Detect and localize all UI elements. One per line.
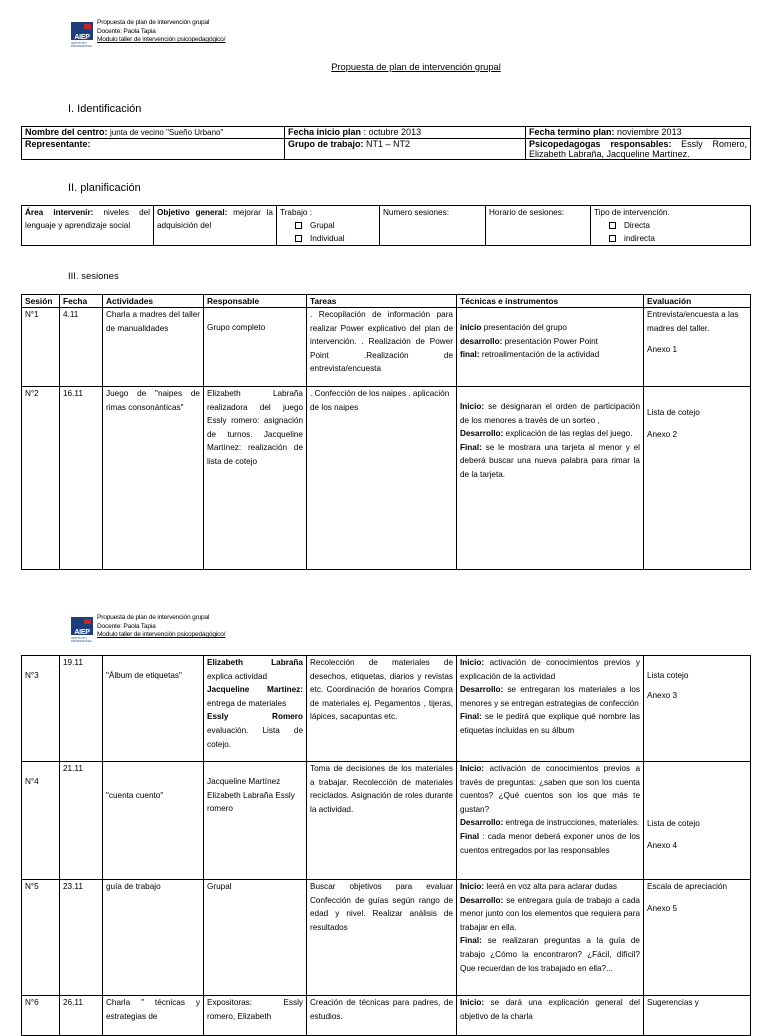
section-planificacion: II. planificación — [68, 182, 141, 194]
col-header-tareas: Tareas — [307, 295, 457, 308]
table-row: N°1 4.11 Charla a madres del taller de manualidades Grupo completo . Recopilación de información para realizar Power explicativo del plan de intervención. . Realización de Power Point .Realización de entrevista/encuesta inicio presentación del grupo desarrollo: presentación Power Point final: retroalimentación de la actividad Entrevista/encuesta a las madres del taller. Anexo 1 — [22, 308, 751, 387]
col-header-sesion: Sesión — [22, 295, 60, 308]
checkbox-directa[interactable]: Directa — [594, 219, 747, 232]
page-header — [97, 614, 225, 640]
evaluacion-cell: Lista de cotejo Anexo 2 — [644, 387, 751, 570]
checkbox-individual[interactable]: Individual — [280, 232, 376, 245]
table-row: N°5 23.11 guía de trabajo Grupal Buscar objetivos para evaluar Confección de guías según rango de edad y nivel. Realizar análisis de resultados Inicio: leerá en voz alta para aclarar dudas Desarrollo: se entregara guía de trabajo a cada menor junto con los elementos que requiera para trabajar en ella. Final: se realizaran preguntas a la guía de trabajo ¿Cómo la encontraron? ¿Fácil, difícil? Que recuerdan de los trabajado en ella?... Escala de apreciación Anexo 5 — [22, 880, 751, 996]
logo-subtext: INSTITUTO PROFESIONAL — [71, 41, 93, 48]
tecnicas-cell: Inicio: activación de conocimientos previos a través de preguntas: ¿saben que son los cuenta cuentos? ¿Qué cuentos son los que más te gustan? Desarrollo: entrega de instrucciones, materiales. Final : cada menor deberá exponer unos de los cuentos entregados por las responsables — [457, 762, 644, 880]
evaluacion-cell: Lista cotejo Anexo 3 — [644, 656, 751, 762]
header-line-2: Docente: Paola Tapia — [97, 622, 156, 630]
header-line-3: Modulo taller de intervención psicopedagógico/ — [97, 631, 226, 638]
tecnicas-cell: Inicio: se dará una explicación general del objetivo de la charla — [457, 996, 644, 1036]
checkbox-icon — [609, 235, 616, 242]
header-line-1: Propuesta de plan de intervención grupal — [97, 19, 210, 26]
evaluacion-cell: Escala de apreciación Anexo 5 — [644, 880, 751, 996]
horario-cell: Horario de sesiones: — [486, 206, 591, 246]
col-header-actividades: Actividades — [103, 295, 204, 308]
evaluacion-cell: Entrevista/encuesta a las madres del taller. Anexo 1 — [644, 308, 751, 387]
col-header-responsable: Responsable — [204, 295, 307, 308]
header-line-2: Docente: Paola Tapia — [97, 27, 156, 35]
representante-cell: Representante: — [22, 139, 285, 160]
area-cell: Área intervenir: niveles del lenguaje y aprendizaje social — [22, 206, 154, 246]
aiep-logo — [71, 617, 93, 643]
col-header-evaluacion: Evaluación — [644, 295, 751, 308]
evaluacion-cell: Sugerencias y — [644, 996, 751, 1036]
grupo-cell: Grupo de trabajo: NT1 – NT2 — [285, 139, 526, 160]
checkbox-grupal[interactable]: Grupal — [280, 219, 376, 232]
tipo-cell: Tipo de intervención. Directa indirecta — [591, 206, 751, 246]
header-line-3: Modulo taller de intervención psicopedagógico/ — [97, 36, 226, 43]
tecnicas-cell: Inicio: activación de conocimientos previos y explicación de la actividad Desarrollo: se entregaran los materiales a los menores y se entregan estrategias de confección Final: se le pedirá que explique qué nombre las etiquetas incluidas en su álbum — [457, 656, 644, 762]
tecnicas-cell: inicio presentación del grupo desarrollo: presentación Power Point final: retroalimentación de la actividad — [457, 308, 644, 387]
objetivo-cell: Objetivo general: mejorar la adquisición del — [154, 206, 277, 246]
doc-title: Propuesta de plan de intervención grupal — [331, 62, 501, 72]
table-row: N°4 21.11 "cuenta cuento" Jacqueline Martínez Elizabeth Labraña Essly romero Toma de decisiones de los materiales a trabajar. Recolección de materiales reciclados. Asignación de roles durante la actividad. Inicio: activación de conocimientos previos a través de preguntas: ¿saben que son los cuenta cuentos? ¿Qué cuentos son los que más te gustan? Desarrollo: entrega de instrucciones, materiales. Final : cada menor deberá exponer unos de los cuentos entregados por las responsables Lista de cotejo Anexo 4 — [22, 762, 751, 880]
checkbox-icon — [609, 222, 616, 229]
logo-text: AIEP — [74, 629, 90, 636]
page-header — [97, 19, 225, 45]
sessions-table-1 — [21, 294, 751, 570]
col-header-tecnicas: Técnicas e instrumentos — [457, 295, 644, 308]
fecha-inicio-cell: Fecha inicio plan : octubre 2013 — [285, 127, 526, 139]
checkbox-icon — [295, 222, 302, 229]
logo-subtext: INSTITUTO PROFESIONAL — [71, 636, 93, 643]
sessions-table-2 — [21, 655, 751, 1036]
tecnicas-cell: Inicio: leerá en voz alta para aclarar dudas Desarrollo: se entregara guía de trabajo a cada menor junto con los elementos que requiera para trabajar en ella. Final: se realizaran preguntas a la guía de trabajo ¿Cómo la encontraron? ¿Fácil, difícil? Que recuerdan de los trabajado en ella?... — [457, 880, 644, 996]
responsable-cell: Elizabeth Labraña explica actividad Jacqueline Martínez: entrega de materiales Essly Romero evaluación. Lista de cotejo. — [204, 656, 307, 762]
centro-cell: Nombre del centro: junta de vecino "Sueño Urbano" — [22, 127, 285, 139]
col-header-fecha: Fecha — [60, 295, 103, 308]
planning-table — [21, 205, 751, 246]
section-sesiones: III. sesiones — [68, 271, 119, 282]
evaluacion-cell: Lista de cotejo Anexo 4 — [644, 762, 751, 880]
trabajo-cell: Trabajo : Grupal Individual — [277, 206, 380, 246]
table-row: N°3 19.11 "Álbum de etiquetas" Elizabeth Labraña explica actividad Jacqueline Martínez: entrega de materiales Essly Romero evaluación. Lista de cotejo. Recolección de materiales de desechos, etiquetas, diarios y revistas etc. Coordinación de horarios Compra de materiales ej. Pegamentos , tijeras, lápices, sacapuntas etc. Inicio: activación de conocimientos previos y explicación de la actividad Desarrollo: se entregaran los materiales a los menores y se entregan estrategias de confección Final: se le pedirá que explique qué nombre las etiquetas incluidas en su álbum Lista cotejo Anexo 3 — [22, 656, 751, 762]
table-row: N°2 16.11 Juego de "naipes de rimas consonánticas" Elizabeth Labraña realizadora del juego Essly romero: asignación de turnos. Jacqueline Martínez: realización de lista de cotejo . Confección de los naipes . aplicación de los naipes Inicio: se designaran el orden de participación de los menores a través de un sorteo , Desarrollo: explicación de las reglas del juego. Final: se le mostrara una tarjeta al menor y el deberá buscar una nueva palabra para rimar la de la tarjeta. Lista de cotejo Anexo 2 — [22, 387, 751, 570]
logo-text: AIEP — [74, 34, 90, 41]
aiep-logo — [71, 22, 93, 48]
fecha-termino-cell: Fecha termino plan: noviembre 2013 — [526, 127, 751, 139]
checkbox-indirecta[interactable]: indirecta — [594, 232, 747, 245]
tecnicas-cell: Inicio: se designaran el orden de participación de los menores a través de un sorteo , Desarrollo: explicación de las reglas del juego. Final: se le mostrara una tarjeta al menor y el deberá buscar una nueva palabra para rimar la de la tarjeta. — [457, 387, 644, 570]
psicoped-cell: Psicopedagogas responsables: Essly Romero, Elizabeth Labraña, Jacqueline Martínez. — [526, 139, 751, 160]
header-line-1: Propuesta de plan de intervención grupal — [97, 614, 210, 621]
section-identificacion: I. Identificación — [68, 103, 142, 115]
identification-table — [21, 126, 751, 160]
numero-sesiones-cell: Numero sesiones: — [380, 206, 486, 246]
checkbox-icon — [295, 235, 302, 242]
table-row: N°6 26.11 Charla " técnicas y estrategias de Expositoras: Essly romero, Elizabeth Creación de técnicas para padres, de estudios. Inicio: se dará una explicación general del objetivo de la charla Sugerencias y — [22, 996, 751, 1036]
centro-value: junta de vecino "Sueño Urbano" — [110, 128, 224, 137]
